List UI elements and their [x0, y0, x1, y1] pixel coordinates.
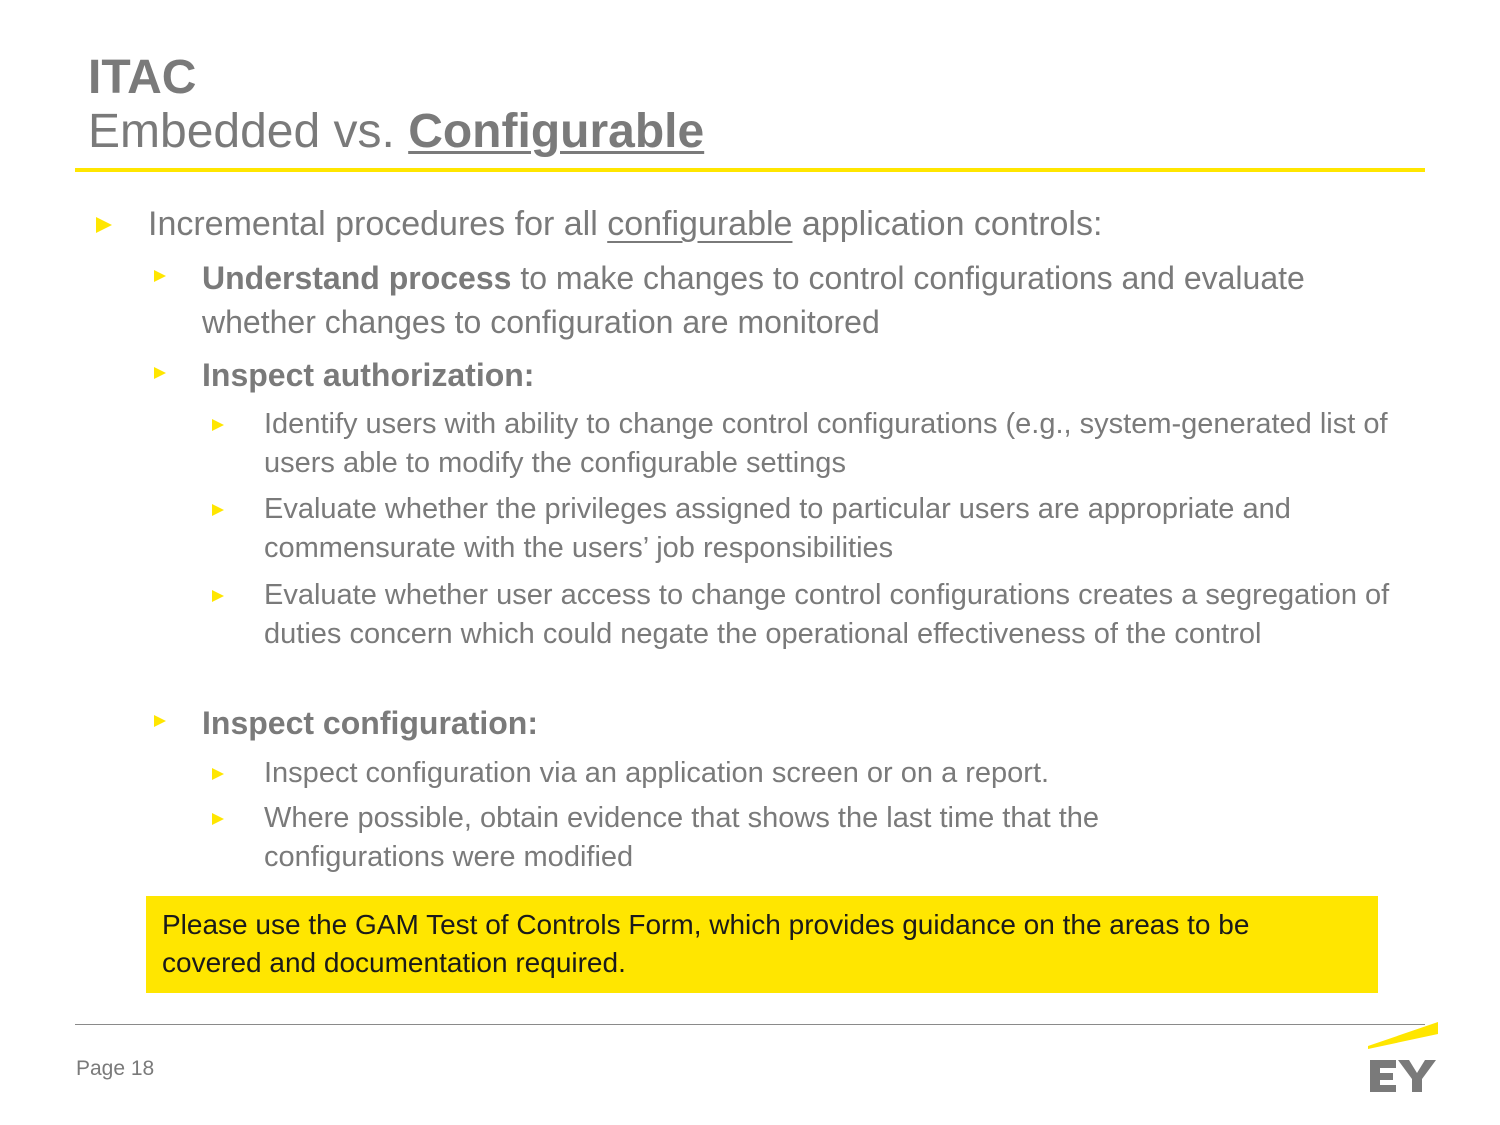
page-number: Page 18	[76, 1057, 155, 1080]
title-itac: ITAC	[88, 51, 197, 104]
sub-bullet-text: Evaluate whether user access to change control configurations creates a segregation of duties concern which could negate the operational effectiveness of the control	[264, 579, 1390, 650]
bullet-incremental-procedures	[96, 205, 1396, 243]
bullet-inspect-authorization	[154, 353, 1354, 397]
sub-bullet-evaluate-privileges	[212, 490, 1412, 568]
sub-bullet-text: Identify users with ability to change control configurations (e.g., system-generated list of users able to modify the configurable settings	[264, 408, 1388, 479]
bullet-body: to make changes to control configurations and evaluate whether changes to configuration are monitored	[202, 260, 1305, 340]
bullet-arrow-icon	[212, 813, 224, 825]
callout-text: Please use the GAM Test of Controls Form, which provides guidance on the areas to be covered and documentation required.	[162, 909, 1250, 978]
bullet-heading: Inspect configuration:	[202, 705, 538, 741]
bullet-arrow-icon	[212, 419, 224, 431]
bullet-text-suffix: application controls:	[792, 205, 1103, 243]
bullet-arrow-icon	[96, 217, 112, 233]
bullet-arrow-icon	[154, 367, 166, 379]
bullet-text-prefix: Incremental procedures for all	[148, 205, 608, 243]
bullet-heading: Inspect authorization:	[202, 357, 535, 393]
title-subtitle-prefix: Embedded vs.	[88, 105, 409, 158]
footer-divider	[75, 1024, 1425, 1025]
bullet-arrow-icon	[154, 270, 166, 282]
ey-logo	[1366, 1022, 1440, 1094]
title-subtitle-emphasis: Configurable	[408, 105, 705, 158]
sub-bullet-identify-users	[212, 405, 1412, 483]
slide-title	[88, 52, 704, 158]
bullet-text-underlined: configurable	[607, 205, 793, 243]
bullet-arrow-icon	[212, 504, 224, 516]
title-divider	[75, 168, 1425, 172]
callout-box	[146, 896, 1378, 993]
sub-bullet-inspect-screen	[212, 754, 1412, 793]
bullet-arrow-icon	[212, 768, 224, 780]
bullet-text	[148, 205, 1102, 243]
bullet-inspect-configuration	[154, 701, 1354, 745]
sub-bullet-evaluate-segregation	[212, 576, 1412, 654]
sub-bullet-text: Evaluate whether the privileges assigned to particular users are appropriate and commensurate with the users’ job responsibilities	[264, 493, 1291, 564]
bullet-arrow-icon	[154, 715, 166, 727]
bullet-bold-lead: Understand process	[202, 260, 512, 296]
bullet-understand-process	[154, 256, 1354, 344]
sub-bullet-obtain-evidence	[212, 799, 1412, 877]
sub-bullet-text: Inspect configuration via an application screen or on a report.	[264, 757, 1050, 789]
sub-bullet-text: Where possible, obtain evidence that shows the last time that the configurations were modified	[264, 802, 1100, 873]
bullet-arrow-icon	[212, 590, 224, 602]
bullet-text	[202, 256, 1354, 344]
title-subtitle	[88, 106, 704, 158]
